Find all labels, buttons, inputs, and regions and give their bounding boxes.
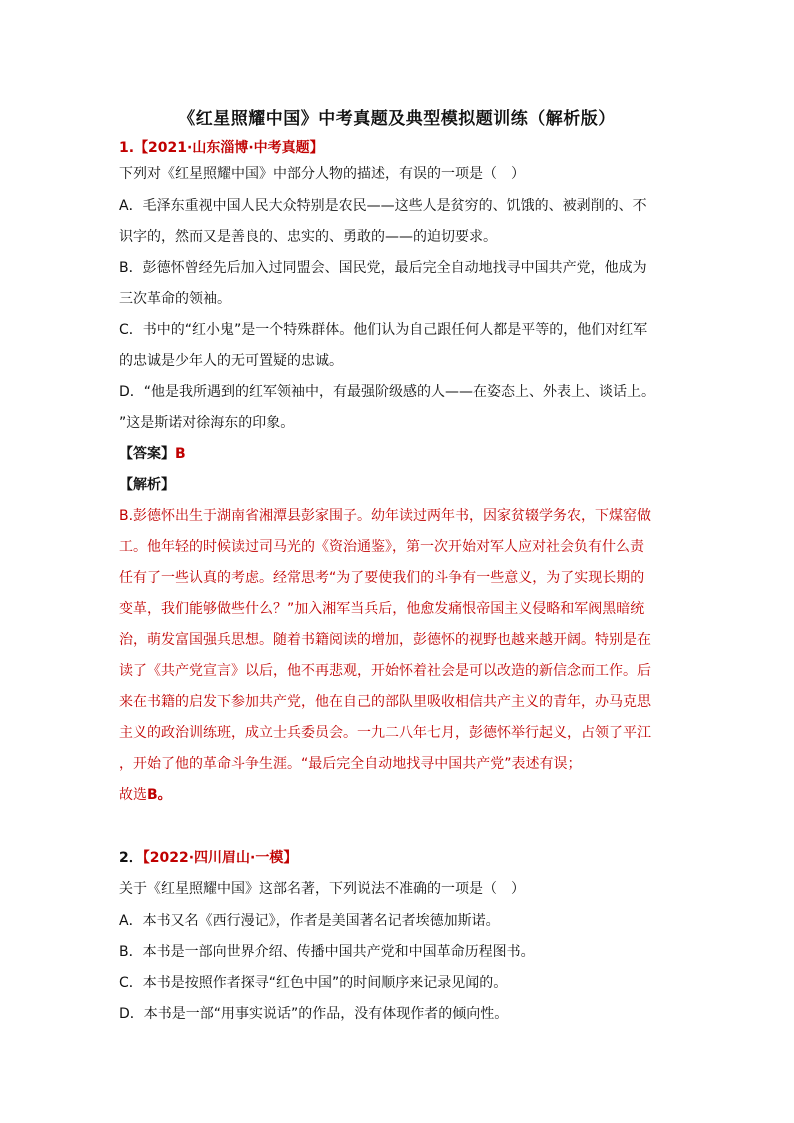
q1-option-d-line2: ”这是斯诺对徐海东的印象。 xyxy=(119,415,295,431)
q2-stem: 关于《红星照耀中国》这部名著，下列说法不准确的一项是（ ） xyxy=(119,881,525,897)
analysis-line: ，开始了他的革命斗争生涯。“最后完全自动地找寻中国共产党”表述有误； xyxy=(119,756,582,772)
analysis-line: B.彭德怀出生于湖南省湘潭县彭家围子。幼年读过两年书，因家贫辍学务农，下煤窑做 xyxy=(119,508,652,524)
analysis-line: 治，萌发富国强兵思想。随着书籍阅读的增加，彭德怀的视野也越来越开阔。特别是在 xyxy=(119,632,651,648)
q1-option-b-line1: B．彭德怀曾经先后加入过同盟会、国民党，最后完全自动地找寻中国共产党，他成为 xyxy=(119,260,647,276)
q1-source: 【2021·山东淄博·中考真题】 xyxy=(134,140,324,156)
analysis-line: 来在书籍的启发下参加共产党，他在自己的部队里吸收相信共产主义的青年，办马克思 xyxy=(119,694,651,710)
q1-option-d-line1: D．“他是我所遇到的红军领袖中，有最强阶级感的人——在姿态上、外表上、谈话上。 xyxy=(119,384,656,400)
q1-option-a-line2: 识字的，然而又是善良的、忠实的、勇敢的——的迫切要求。 xyxy=(119,229,497,245)
analysis-line: 变革，我们能够做些什么？”加入湘军当兵后，他愈发痛恨帝国主义侵略和军阀黑暗统 xyxy=(119,601,645,617)
analysis-line: 工。他年轻的时候读过司马光的《资治通鉴》，第一次开始对军人应对社会负有什么责 xyxy=(119,539,644,555)
q2-header xyxy=(119,848,679,868)
conclusion-prefix: 故选 xyxy=(119,787,147,803)
q2-option-b: B．本书是一部向世界介绍、传播中国共产党和中国革命历程图书。 xyxy=(119,944,535,960)
analysis-line: 任有了一些认真的考虑。经常思考“为了要使我们的斗争有一些意义，为了实现长期的 xyxy=(119,570,645,586)
analysis-line: 主义的政治训练班，成立士兵委员会。一九二八年七月，彭德怀举行起义，占领了平江 xyxy=(119,725,651,741)
conclusion-value: B。 xyxy=(147,787,172,803)
q1-option-b-line2: 三次革命的领袖。 xyxy=(119,291,231,307)
answer-label: 【答案】 xyxy=(119,446,175,462)
q2-source: 【2022·四川眉山·一模】 xyxy=(142,850,298,866)
document-title: 《红星照耀中国》中考真题及典型模拟题训练（解析版） xyxy=(178,109,616,129)
q1-option-a-line1: A．毛泽东重视中国人民大众特别是农民——这些人是贫穷的、饥饿的、被剥削的、不 xyxy=(119,198,647,214)
q1-option-c-line1: C．书中的“红小鬼”是一个特殊群体。他们认为自己跟任何人都是平等的，他们对红军 xyxy=(119,322,648,338)
q1-stem: 下列对《红星照耀中国》中部分人物的描述，有误的一项是（ ） xyxy=(119,166,525,182)
q1-header xyxy=(119,138,679,158)
q1-option-c-line2: 的忠诚是少年人的无可置疑的忠诚。 xyxy=(119,353,343,369)
analysis-label: 【解析】 xyxy=(119,477,175,493)
q1-number: 1. xyxy=(119,140,135,156)
q1-conclusion xyxy=(119,785,679,805)
q2-option-d: D．本书是一部“用事实说话”的作品，没有体现作者的倾向性。 xyxy=(119,1006,509,1022)
answer-value: B xyxy=(175,446,186,462)
q2-option-a: A．本书又名《西行漫记》，作者是美国著名记者埃德加斯诺。 xyxy=(119,913,500,929)
analysis-line: 读了《共产党宣言》以后，他不再悲观，开始怀着社会是可以改造的新信念而工作。后 xyxy=(119,663,651,679)
q2-option-c: C．本书是按照作者探寻“红色中国”的时间顺序来记录见闻的。 xyxy=(119,975,508,991)
q2-number: 2． xyxy=(119,850,143,866)
q1-answer xyxy=(119,444,679,464)
